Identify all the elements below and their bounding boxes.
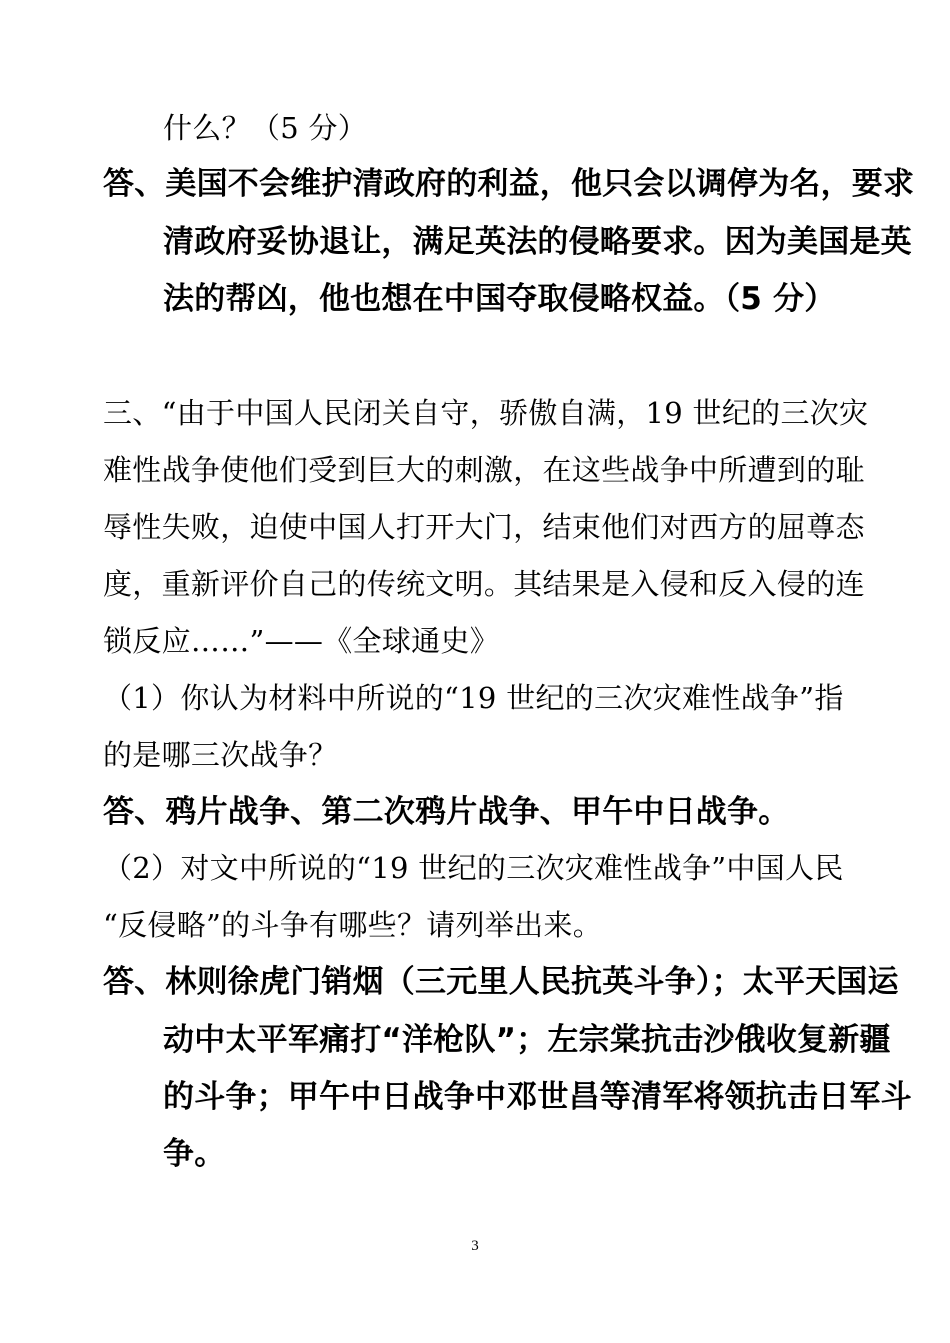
answer-2-line-1: 答、美国不会维护清政府的利益，他只会以调停为名，要求 bbox=[103, 166, 915, 202]
page-number: 3 bbox=[471, 1238, 479, 1254]
answer-3-2-line-1: 答、林则徐虎门销烟（三元里人民抗英斗争）；太平天国运 bbox=[103, 964, 899, 1000]
question-3-material-line-3: 辱性失败，迫使中国人打开大门，结束他们对西方的屈尊态 bbox=[103, 510, 865, 544]
answer-2-line-3: 法的帮凶，他也想在中国夺取侵略权益。（5 分） bbox=[163, 281, 836, 317]
question-3-material-line-1: 三、“由于中国人民闭关自守，骄傲自满，19 世纪的三次灾 bbox=[103, 396, 869, 430]
question-3-2-line-2: “反侵略”的斗争有哪些？请列举出来。 bbox=[103, 908, 603, 942]
answer-3-2-line-4: 争。 bbox=[163, 1136, 226, 1172]
answer-3-1: 答、鸦片战争、第二次鸦片战争、甲午中日战争。 bbox=[103, 794, 790, 830]
answer-3-2-line-2: 动中太平军痛打“洋枪队”；左宗棠抗击沙俄收复新疆 bbox=[163, 1022, 891, 1058]
question-3-material-line-5: 锁反应……”——《全球通史》 bbox=[103, 624, 500, 658]
answer-3-2-line-3: 的斗争；甲午中日战争中邓世昌等清军将领抗击日军斗 bbox=[163, 1079, 912, 1115]
question-3-2-line-1: （2）对文中所说的“19 世纪的三次灾难性战争”中国人民 bbox=[103, 851, 844, 885]
question-3-1-line-1: （1）你认为材料中所说的“19 世纪的三次灾难性战争”指 bbox=[103, 681, 844, 715]
question-3-material-line-2: 难性战争使他们受到巨大的刺激，在这些战争中所遭到的耻 bbox=[103, 453, 865, 487]
answer-2-line-2: 清政府妥协退让，满足英法的侵略要求。因为美国是英 bbox=[163, 224, 912, 260]
question-2-tail: 什么？（5 分） bbox=[163, 111, 368, 145]
question-3-material-line-4: 度，重新评价自己的传统文明。其结果是入侵和反入侵的连 bbox=[103, 567, 865, 601]
question-3-1-line-2: 的是哪三次战争？ bbox=[103, 738, 338, 772]
